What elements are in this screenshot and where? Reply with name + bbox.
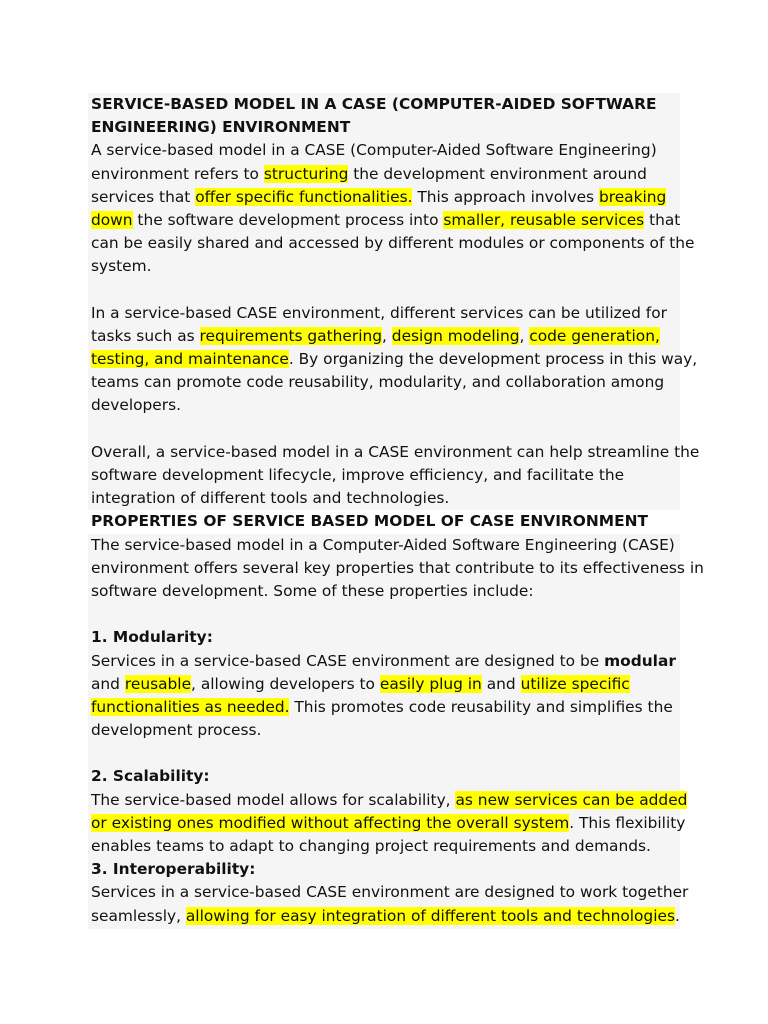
intro-paragraph [91,139,695,278]
text-line: The service-based model in a Computer-Aided Software Engineering (CASE) [91,535,675,554]
text-span: environment refers to [91,164,264,183]
property-interoperability [91,858,689,928]
property-title: 1. Modularity: [91,628,213,647]
text-line [91,209,680,232]
text-line [91,325,680,348]
section-heading-title-line-2: ENGINEERING) ENVIRONMENT [91,118,351,137]
text-line: system. [91,257,152,276]
text-line: can be easily shared and accessed by different modules or components of the [91,234,695,253]
text-span: the development environment around [348,164,647,183]
text-line [91,789,688,812]
highlighted-text: functionalities as needed. [91,697,290,716]
text-line: Services in a service-based CASE environment are designed to work together [91,883,689,902]
text-line: In a service-based CASE environment, different services can be utilized for [91,303,667,322]
highlighted-text: as new services can be added [455,790,688,809]
highlighted-text: or existing ones modified without affecting the overall system [91,813,570,832]
text-span: and [481,674,521,693]
text-line [91,163,680,186]
text-line [91,905,680,928]
paragraph-gap [91,418,680,441]
text-line: teams can promote code reusability, modularity, and collaboration among [91,373,665,392]
highlighted-text: allowing for easy integration of different tools and technologies [185,906,675,925]
text-span: , [519,326,530,345]
text-line: developers. [91,396,181,415]
text-span: This promotes code reusability and simplifies the [289,697,673,716]
text-span: seamlessly, [91,906,186,925]
highlighted-text: requirements gathering [199,326,382,345]
text-span: Services in a service-based CASE environment are designed to be [91,651,605,670]
property-title: 3. Interoperability: [91,860,256,879]
highlighted-text: design modeling [391,326,520,345]
paragraph-gap [91,603,680,626]
text-span: services that [91,187,196,206]
text-span: , allowing developers to [191,674,380,693]
text-span: the software development process into [132,210,444,229]
paragraph-gap [91,279,680,302]
highlighted-text: utilize specific [520,674,630,693]
text-line [91,348,698,371]
text-line [91,673,680,696]
text-line: development process. [91,721,262,740]
text-span: . This flexibility [569,813,686,832]
highlighted-text: reusable [124,674,192,693]
highlighted-text: testing, and maintenance [91,350,289,369]
text-line: integration of different tools and technologies. [91,489,450,508]
highlighted-text: offer specific functionalities. [195,187,413,206]
text-line [91,812,686,835]
text-span: that [644,210,681,229]
text-span: . [674,906,680,925]
text-line: software development. Some of these properties include: [91,581,534,600]
text-line [91,186,680,209]
text-line: environment offers several key properties that contribute to its effectiveness in [91,558,704,577]
text-line: Overall, a service-based model in a CASE environment can help streamline the [91,442,700,461]
properties-heading: PROPERTIES OF SERVICE BASED MODEL OF CASE ENVIRONMENT [88,510,681,533]
text-span: . By organizing the development process in this way, [288,350,698,369]
text-line: enables teams to adapt to changing project requirements and demands. [91,837,651,855]
text-span: , [382,326,392,345]
text-span: The service-based model allows for scalability, [91,790,456,809]
highlighted-text: code generation, [529,326,660,345]
text-span: This approach involves [412,187,599,206]
paragraph-gap [91,742,680,765]
overall-paragraph [91,441,700,511]
text-line: software development lifecycle, improve efficiency, and facilitate the [91,466,625,484]
highlighted-text: breaking [598,187,667,206]
property-scalability [91,765,688,858]
highlighted-text: structuring [263,164,349,183]
highlighted-text: smaller, reusable services [443,210,645,229]
properties-intro-paragraph [91,534,704,604]
highlighted-text: down [91,210,133,229]
section-heading-title-line-1: SERVICE-BASED MODEL IN A CASE (COMPUTER-AIDED SOFTWARE [91,95,657,113]
highlighted-text: easily plug in [379,674,482,693]
bold-text: modular [604,651,676,670]
text-line: A service-based model in a CASE (Computer-Aided Software Engineering) [91,141,657,160]
text-line [91,696,680,719]
document-page [88,93,704,929]
text-span: and [91,674,125,693]
property-title: 2. Scalability: [91,767,210,786]
property-modularity [91,626,680,742]
services-paragraph [91,302,698,418]
text-line [91,650,680,673]
text-span: tasks such as [91,326,200,345]
